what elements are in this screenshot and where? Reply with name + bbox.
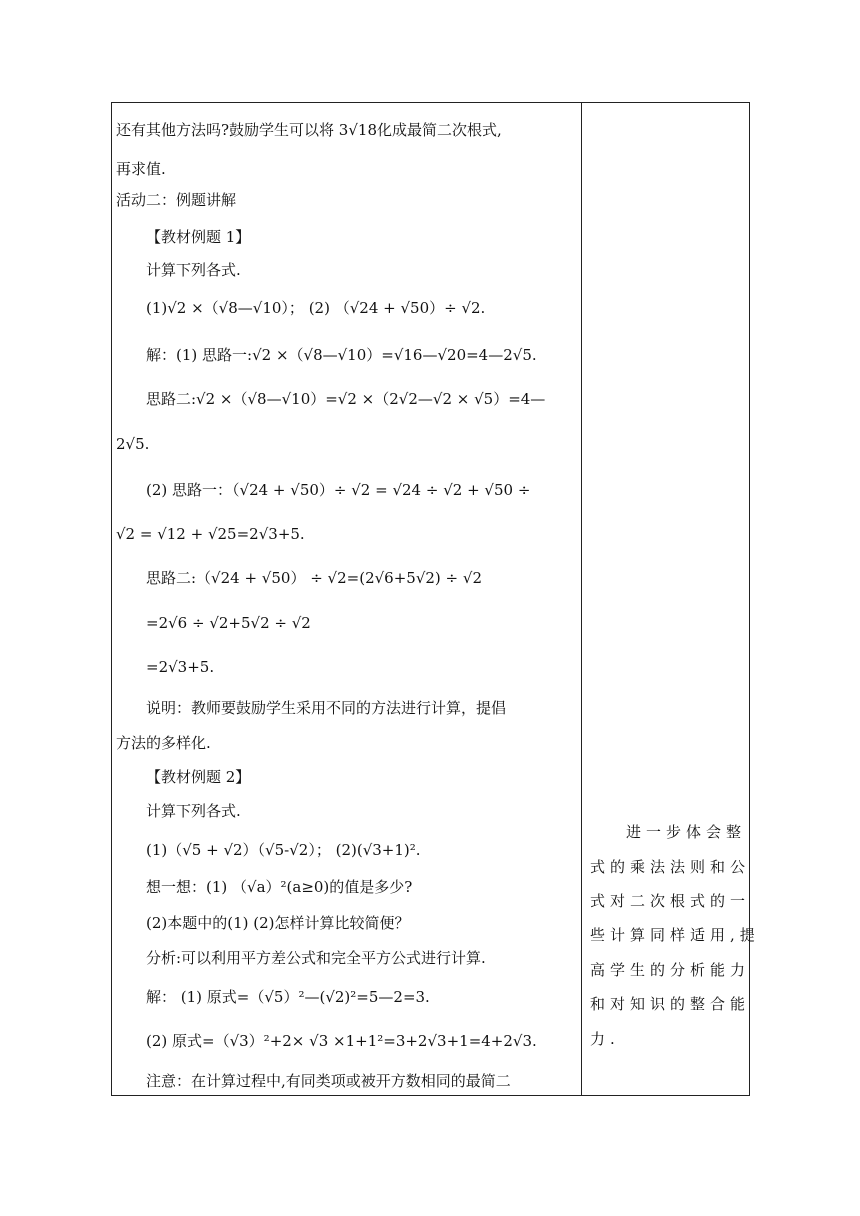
side-note-line: 式的乘法法则和公 xyxy=(590,858,751,876)
lesson-line: √2 = √12 + √25=2√3+5. xyxy=(116,525,305,543)
side-note-line: 些计算同样适用,提 xyxy=(590,926,760,944)
lesson-line: 思路二:（√24 + √50） ÷ √2=(2√6+5√2) ÷ √2 xyxy=(146,569,482,587)
lesson-line: 说明：教师要鼓励学生采用不同的方法进行计算，提倡 xyxy=(146,699,507,717)
lesson-line: 想一想：(1) （√a）²(a≥0)的值是多少? xyxy=(146,878,413,896)
lesson-line: 【教材例题 2】 xyxy=(146,768,251,786)
side-note-line: 进一步体会整 xyxy=(626,823,747,841)
lesson-line: 2√5. xyxy=(116,435,150,453)
lesson-line: =2√3+5. xyxy=(146,658,215,676)
lesson-line: 活动二：例题讲解 xyxy=(116,191,237,209)
lesson-line: 还有其他方法吗?鼓励学生可以将 3√18化成最简二次根式, xyxy=(116,121,502,139)
side-note-line: 和对知识的整合能 xyxy=(590,995,751,1013)
lesson-table xyxy=(111,102,750,1096)
side-note-line: 式对二次根式的一 xyxy=(590,892,751,910)
lesson-line: 解： (1) 原式=（√5）²—(√2)²=5—2=3. xyxy=(146,988,430,1006)
side-note-line: 高学生的分析能力 xyxy=(590,961,751,979)
lesson-line: 分析:可以利用平方差公式和完全平方公式进行计算. xyxy=(146,949,486,967)
lesson-line: (1)（√5 + √2）（√5-√2）； (2)(√3+1)². xyxy=(146,841,421,859)
lesson-line: 【教材例题 1】 xyxy=(146,228,251,246)
lesson-line: 方法的多样化. xyxy=(116,734,211,752)
lesson-line: 再求值. xyxy=(116,160,166,178)
lesson-line: 解：(1) 思路一:√2 ×（√8—√10）=√16—√20=4—2√5. xyxy=(146,346,537,364)
lesson-line: (2) 原式=（√3）²+2× √3 ×1+1²=3+2√3+1=4+2√3. xyxy=(146,1032,537,1050)
column-divider xyxy=(581,103,582,1095)
lesson-line: 注意：在计算过程中,有同类项或被开方数相同的最简二 xyxy=(146,1072,511,1090)
lesson-line: 计算下列各式. xyxy=(146,261,241,279)
lesson-line: (2) 思路一：（√24 + √50）÷ √2 = √24 ÷ √2 + √50 ÷ xyxy=(146,481,531,499)
side-note-line: 力. xyxy=(590,1030,620,1048)
lesson-line: 计算下列各式. xyxy=(146,802,241,820)
lesson-line: =2√6 ÷ √2+5√2 ÷ √2 xyxy=(146,614,311,632)
lesson-line: (2)本题中的(1) (2)怎样计算比较简便？ xyxy=(146,914,410,932)
lesson-line: (1)√2 ×（√8—√10）； (2) （√24 + √50）÷ √2. xyxy=(146,299,486,317)
lesson-line: 思路二:√2 ×（√8—√10）=√2 ×（2√2—√2 × √5）=4— xyxy=(146,390,546,408)
